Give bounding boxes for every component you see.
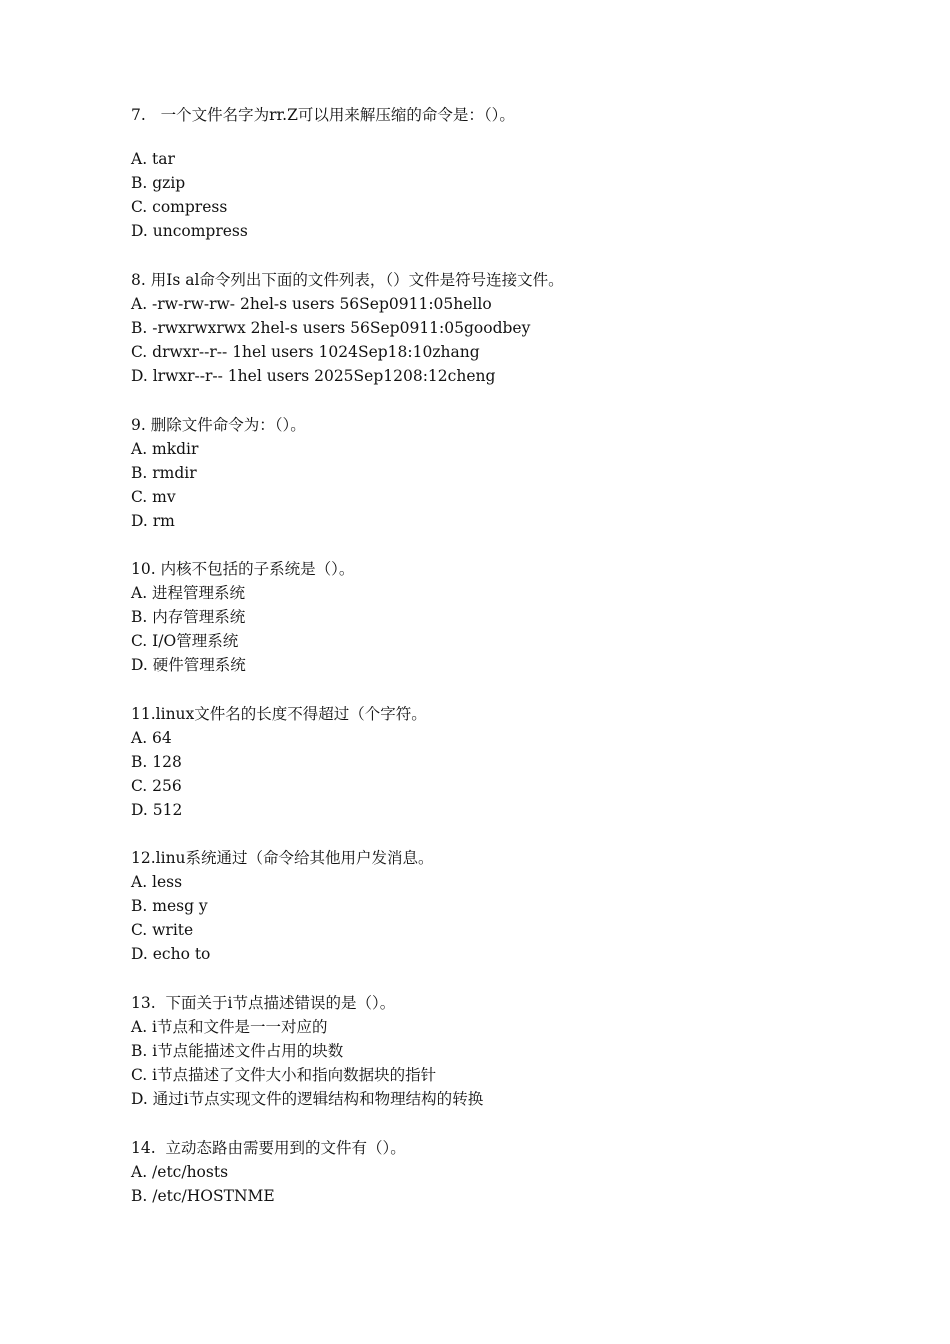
option-a: A. /etc/hosts	[131, 1163, 229, 1181]
question-12	[131, 846, 434, 966]
option-a: A. 进程管理系统	[131, 584, 246, 602]
option-c: C. 256	[131, 777, 182, 795]
question-14	[131, 1136, 406, 1208]
option-d: D. uncompress	[131, 222, 248, 240]
option-b: B. mesg y	[131, 897, 208, 915]
option-c: C. write	[131, 921, 194, 939]
option-c: C. drwxr--r-- 1hel users 1024Sep18:10zhang	[131, 343, 480, 361]
option-b: B. 128	[131, 753, 182, 771]
option-d: D. 硬件管理系统	[131, 656, 246, 674]
question-stem: 13. 下面关于i节点描述错误的是（）。	[131, 994, 396, 1012]
option-d: D. rm	[131, 512, 175, 530]
question-stem: 9. 删除文件命令为：（）。	[131, 416, 306, 434]
question-8	[131, 268, 564, 388]
question-7	[131, 103, 515, 243]
question-stem: 8. 用Is al命令列出下面的文件列表，（）文件是符号连接文件。	[131, 271, 564, 289]
question-10	[131, 557, 354, 677]
option-c: C. compress	[131, 198, 228, 216]
option-a: A. 64	[131, 729, 172, 747]
option-b: B. rmdir	[131, 464, 197, 482]
option-d: D. 通过i节点实现文件的逻辑结构和物理结构的转换	[131, 1090, 484, 1108]
option-c: C. I/O管理系统	[131, 632, 239, 650]
option-b: B. i节点能描述文件占用的块数	[131, 1042, 344, 1060]
option-a: A. -rw-rw-rw- 2hel-s users 56Sep0911:05hello	[131, 295, 492, 313]
option-d: D. 512	[131, 801, 183, 819]
question-9	[131, 413, 306, 533]
question-stem: 11.linux文件名的长度不得超过（个字符。	[131, 705, 427, 723]
option-b: B. -rwxrwxrwx 2hel-s users 56Sep0911:05goodbey	[131, 319, 531, 337]
question-11	[131, 702, 427, 822]
option-c: C. mv	[131, 488, 176, 506]
option-d: D. lrwxr--r-- 1hel users 2025Sep1208:12cheng	[131, 367, 496, 385]
option-a: A. i节点和文件是一一对应的	[131, 1018, 328, 1036]
option-a: A. less	[131, 873, 183, 891]
question-stem: 7. 一个文件名字为rr.Z可以用来解压缩的命令是：（）。	[131, 106, 515, 124]
option-c: C. i节点描述了文件大小和指向数据块的指针	[131, 1066, 437, 1084]
option-b: B. 内存管理系统	[131, 608, 246, 626]
option-a: A. tar	[131, 150, 175, 168]
option-b: B. /etc/HOSTNME	[131, 1187, 275, 1205]
question-stem: 12.linu系统通过（命令给其他用户发消息。	[131, 849, 434, 867]
option-b: B. gzip	[131, 174, 186, 192]
question-stem: 14. 立动态路由需要用到的文件有（）。	[131, 1139, 406, 1157]
option-a: A. mkdir	[131, 440, 199, 458]
question-stem: 10. 内核不包括的子系统是（）。	[131, 560, 355, 578]
option-d: D. echo to	[131, 945, 211, 963]
question-13	[131, 991, 483, 1111]
